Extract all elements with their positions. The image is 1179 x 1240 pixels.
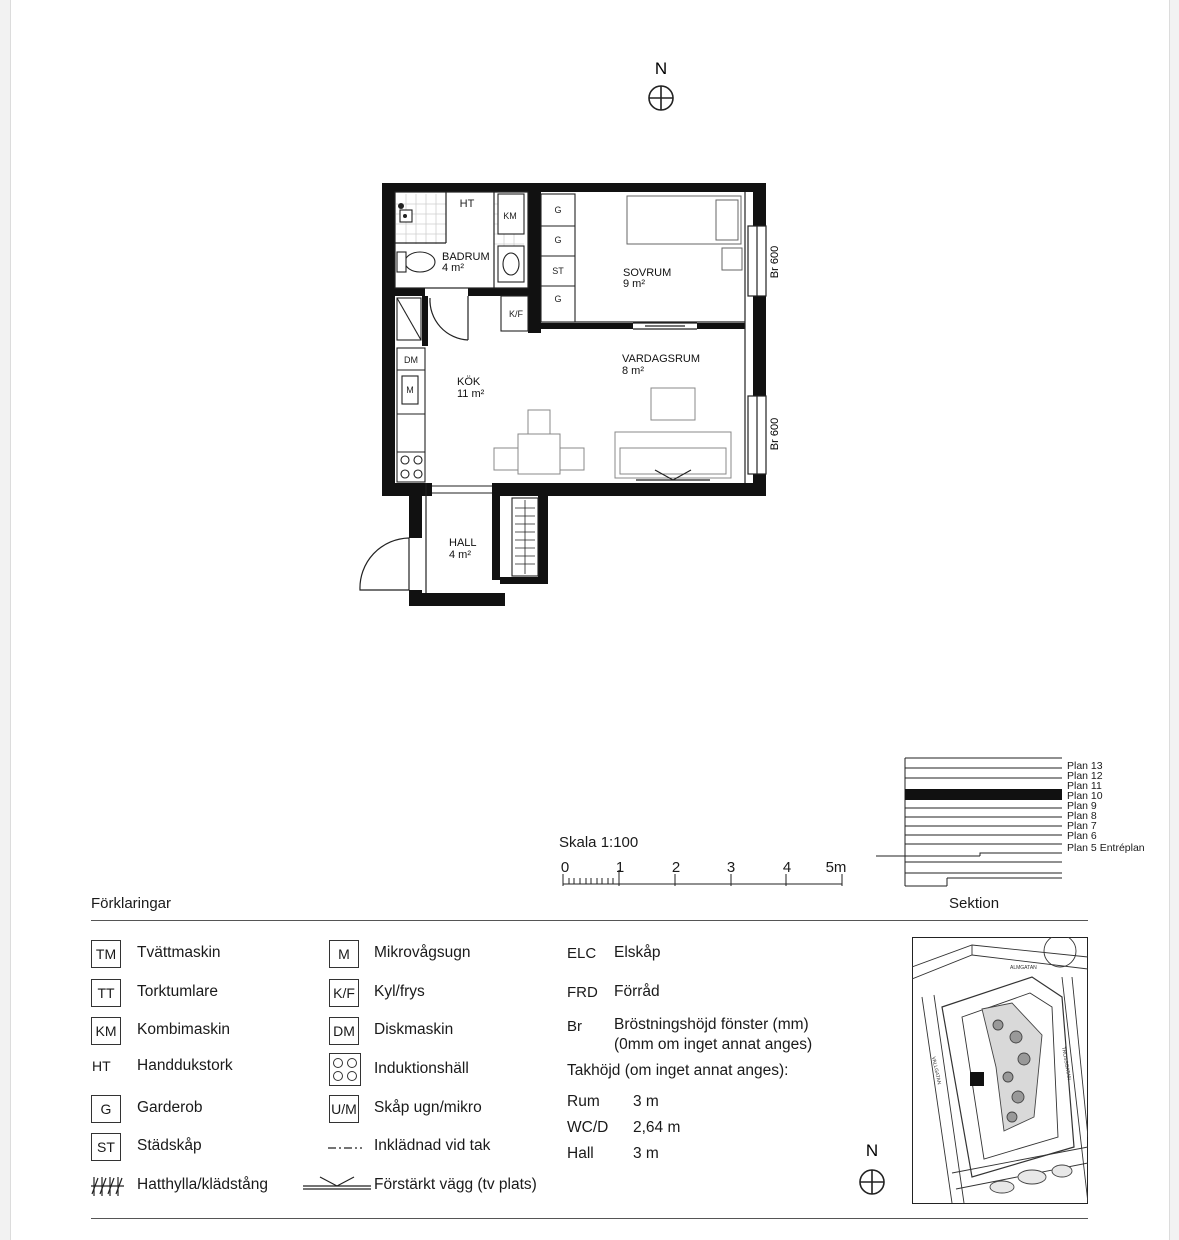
legend-label: Diskmaskin: [374, 1021, 454, 1038]
scale-bar: [556, 856, 856, 890]
legend-label: Skåp ugn/mikro: [374, 1099, 482, 1116]
room-badrum-area: 4 m²: [442, 262, 464, 274]
building-marker: [970, 1072, 984, 1086]
legend-label: Inklädnad vid tak: [374, 1137, 491, 1154]
section-level: Plan 9: [1067, 800, 1097, 812]
induction-hob-icon: [329, 1053, 361, 1086]
legend-title: Förklaringar: [91, 895, 172, 912]
hatthylla-icon: [90, 1174, 126, 1198]
ceiling-row-label: Hall: [567, 1145, 594, 1162]
legend-code-box: K/F: [329, 979, 359, 1007]
label-dm: DM: [404, 355, 418, 365]
legend-label: Garderob: [137, 1099, 203, 1116]
legend-code-box: G: [91, 1095, 121, 1123]
ceiling-row-label: WC/D: [567, 1119, 609, 1136]
legend-code: ELC: [567, 945, 597, 962]
section-level: Plan 6: [1067, 830, 1097, 842]
room-vardagsrum-area: 8 m²: [622, 365, 644, 377]
section-diagram: [876, 756, 1062, 888]
legend-label: Städskåp: [137, 1137, 202, 1154]
bathroom-door: [430, 296, 468, 340]
street-label: ALMGATAN: [1010, 965, 1037, 971]
ceiling-row-value: 3 m: [633, 1093, 659, 1110]
label-m: M: [406, 385, 414, 395]
ceiling-height-title: Takhöjd (om inget annat anges):: [567, 1062, 789, 1079]
legend-label: Induktionshäll: [374, 1060, 469, 1077]
page-edge-right: [1169, 0, 1179, 1240]
legend-code-box: M: [329, 940, 359, 968]
section-level: Plan 13: [1067, 760, 1103, 772]
furniture: [494, 388, 731, 478]
legend-label: Tvättmaskin: [137, 944, 221, 961]
compass-icon: [649, 86, 673, 110]
legend-code-box: TM: [91, 940, 121, 968]
legend-code: Br: [567, 1018, 582, 1035]
north-letter: N: [654, 59, 668, 78]
label-ht: HT: [459, 198, 475, 210]
label-g1: G: [554, 205, 562, 215]
ceiling-row-label: Rum: [567, 1093, 600, 1110]
legend-label: Kyl/frys: [374, 983, 425, 1000]
bed: [627, 196, 742, 270]
scale-tick: 1: [615, 859, 625, 876]
legend-code-box: U/M: [329, 1095, 359, 1123]
legend-label: Kombimaskin: [137, 1021, 231, 1038]
section-level: Plan 12: [1067, 770, 1103, 782]
north-arrow-top: [640, 56, 684, 118]
compass-icon: [860, 1170, 884, 1194]
site-map: [912, 937, 1088, 1204]
room-kok-name: KÖK: [457, 376, 481, 388]
section-level: Plan 10: [1067, 790, 1103, 802]
ceiling-row-value: 3 m: [633, 1145, 659, 1162]
section-level: Plan 11: [1067, 780, 1102, 792]
scale-tick: 2: [671, 859, 681, 876]
scale-tick: 4: [782, 859, 792, 876]
room-kok-area: 11 m²: [457, 388, 485, 400]
window-height-2: Br 600: [769, 417, 781, 451]
scale-tick: 0: [560, 859, 570, 876]
sliding-door: [633, 323, 697, 329]
label-g3: G: [554, 294, 562, 304]
scale-tick: 5m: [825, 859, 847, 876]
room-badrum-name: BADRUM: [442, 251, 490, 263]
highlighted-floor: [905, 789, 1062, 800]
hall-doorway: [432, 486, 492, 493]
label-g2: G: [554, 235, 562, 245]
divider-top: [91, 920, 1088, 921]
legend-label: Förstärkt vägg (tv plats): [374, 1176, 537, 1193]
page-edge-left: [0, 0, 11, 1240]
divider-bottom: [91, 1218, 1088, 1219]
section-level: Plan 7: [1067, 820, 1097, 832]
legend-label: Förråd: [614, 983, 660, 1000]
label-km: KM: [503, 211, 517, 221]
legend-code: FRD: [567, 984, 598, 1001]
entry-door: [360, 538, 409, 590]
room-hall-area: 4 m²: [449, 549, 471, 561]
room-vardagsrum-name: VARDAGSRUM: [622, 353, 701, 365]
north-letter: N: [865, 1141, 879, 1160]
legend-code-box: ST: [91, 1133, 121, 1161]
scale-label: Skala 1:100: [559, 834, 639, 851]
window-height-1: Br 600: [769, 245, 781, 279]
legend-label: Mikrovågsugn: [374, 944, 471, 961]
section-title: Sektion: [949, 895, 1000, 912]
floor-plan: [350, 178, 800, 618]
legend-code-box: DM: [329, 1017, 359, 1045]
legend-code-box: KM: [91, 1017, 121, 1045]
legend-code: HT: [92, 1058, 111, 1074]
room-sovrum-area: 9 m²: [623, 278, 645, 290]
legend-label: Bröstningshöjd fönster (mm): [614, 1016, 809, 1033]
legend-label: Handdukstork: [137, 1057, 233, 1074]
scale-tick: 3: [726, 859, 736, 876]
section-level: Plan 8: [1067, 810, 1097, 822]
room-sovrum-name: SOVRUM: [623, 267, 672, 279]
label-st: ST: [552, 266, 564, 276]
north-arrow-bottom: [854, 1138, 890, 1198]
section-level: Plan 5 Entréplan: [1067, 842, 1145, 854]
legend-label: Hatthylla/klädstång: [137, 1176, 268, 1193]
legend-label: Elskåp: [614, 944, 661, 961]
room-hall-name: HALL: [449, 537, 477, 549]
legend-code-box: TT: [91, 979, 121, 1007]
legend-label: Torktumlare: [137, 983, 218, 1000]
label-kf: K/F: [508, 309, 524, 319]
legend-label-note: (0mm om inget annat anges): [614, 1036, 813, 1053]
street-label: TROSSGATAN: [1060, 1046, 1072, 1081]
dash-dot-line-icon: [328, 1142, 364, 1154]
ceiling-row-value: 2,64 m: [633, 1119, 681, 1136]
tv-wall-icon: [302, 1176, 372, 1192]
street-label: VALLGATAN: [930, 1056, 942, 1086]
